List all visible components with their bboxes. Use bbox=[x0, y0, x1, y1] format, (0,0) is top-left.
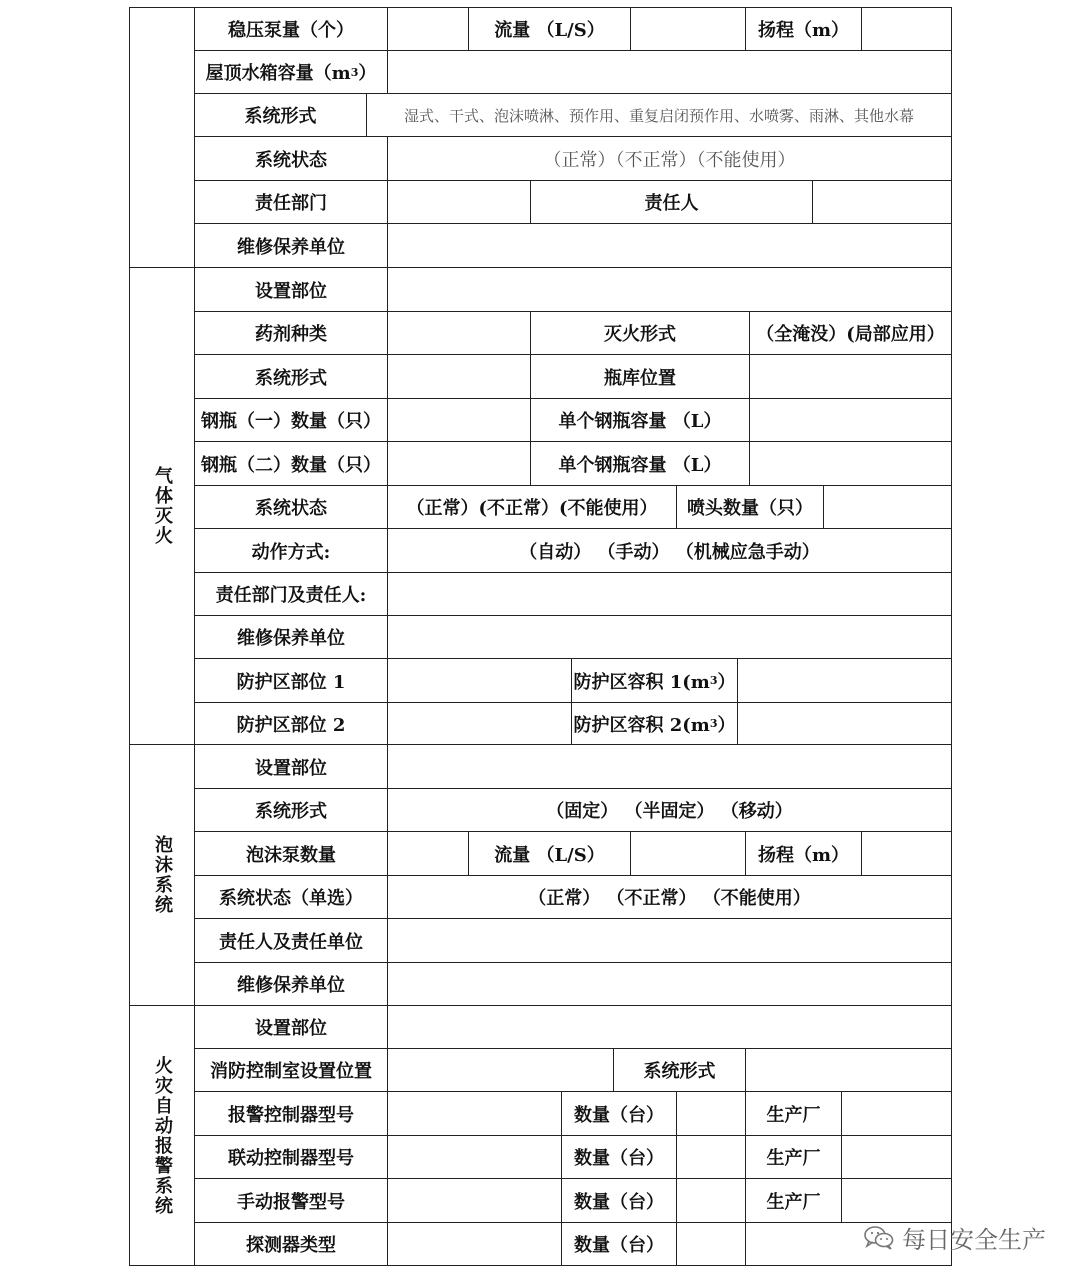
section-gas-label: 气体灭火 bbox=[129, 267, 195, 745]
gas-system-type-label: 系统形式 bbox=[194, 354, 388, 399]
responsible-dept-value[interactable] bbox=[387, 180, 531, 224]
zone2-label: 防护区部位 2 bbox=[194, 702, 388, 745]
detector-quantity-label: 数量（台） bbox=[561, 1222, 677, 1266]
responsible-person-value[interactable] bbox=[812, 180, 952, 224]
alarm-controller-quantity-label: 数量（台） bbox=[561, 1091, 677, 1136]
linkage-controller-model-value[interactable] bbox=[387, 1135, 562, 1179]
manual-alarm-model-value[interactable] bbox=[387, 1178, 562, 1223]
gas-maintenance-value[interactable] bbox=[387, 615, 952, 659]
alarm-controller-model-value[interactable] bbox=[387, 1091, 562, 1136]
manual-alarm-model-label: 手动报警型号 bbox=[194, 1178, 388, 1223]
section-water-label-cell bbox=[129, 7, 195, 268]
extinguish-mode-label: 灭火形式 bbox=[530, 311, 750, 355]
system-type-options[interactable]: 湿式、干式、泡沫喷淋、预作用、重复启闭预作用、水喷雾、雨淋、其他水幕 bbox=[366, 93, 952, 137]
manual-alarm-manufacturer-label: 生产厂 bbox=[745, 1178, 842, 1223]
linkage-controller-model-label: 联动控制器型号 bbox=[194, 1135, 388, 1179]
dept-person-label: 责任部门及责任人: bbox=[194, 572, 388, 616]
tank-capacity-label: 屋顶水箱容量（m 3 ） bbox=[194, 50, 388, 94]
cylinder2-capacity-label: 单个钢瓶容量 （L） bbox=[530, 441, 750, 486]
tank-capacity-value[interactable] bbox=[387, 50, 952, 94]
flow-value[interactable] bbox=[630, 7, 746, 51]
foam-flow-value[interactable] bbox=[630, 831, 746, 876]
zone1-value[interactable] bbox=[387, 658, 572, 703]
linkage-controller-manufacturer-value[interactable] bbox=[841, 1135, 952, 1179]
foam-person-unit-label: 责任人及责任单位 bbox=[194, 918, 388, 963]
alarm-location-value[interactable] bbox=[387, 1005, 952, 1049]
control-room-value[interactable] bbox=[387, 1048, 614, 1092]
foam-location-value[interactable] bbox=[387, 744, 952, 789]
manual-alarm-quantity-label: 数量（台） bbox=[561, 1178, 677, 1223]
cylinder1-count-value[interactable] bbox=[387, 398, 531, 442]
bottle-room-label: 瓶库位置 bbox=[530, 354, 750, 399]
linkage-controller-manufacturer-label: 生产厂 bbox=[745, 1135, 842, 1179]
pump-count-value[interactable] bbox=[387, 7, 469, 51]
gas-status-options[interactable]: （正常）(不正常）(不能使用） bbox=[387, 485, 677, 529]
zone2-value[interactable] bbox=[387, 702, 572, 745]
foam-head-value[interactable] bbox=[861, 831, 952, 876]
extinguish-mode-options[interactable]: （全淹没）(局部应用） bbox=[749, 311, 952, 355]
watermark bbox=[864, 1220, 1046, 1255]
dept-person-value[interactable] bbox=[387, 572, 952, 616]
alarm-location-label: 设置部位 bbox=[194, 1005, 388, 1049]
system-type-label: 系统形式 bbox=[194, 93, 367, 137]
foam-pump-count-value[interactable] bbox=[387, 831, 469, 876]
gas-location-label: 设置部位 bbox=[194, 267, 388, 312]
watermark-text: 每日安全生产 bbox=[902, 1226, 1046, 1254]
manual-alarm-manufacturer-value[interactable] bbox=[841, 1178, 952, 1223]
zone2-volume-value[interactable] bbox=[737, 702, 952, 745]
action-mode-label: 动作方式: bbox=[194, 528, 388, 573]
zone1-label: 防护区部位 1 bbox=[194, 658, 388, 703]
agent-type-label: 药剂种类 bbox=[194, 311, 388, 355]
alarm-system-type-value[interactable] bbox=[745, 1048, 952, 1092]
foam-system-type-options[interactable]: （固定） （半固定） （移动） bbox=[387, 788, 952, 832]
foam-location-label: 设置部位 bbox=[194, 744, 388, 789]
system-status-label: 系统状态 bbox=[194, 136, 388, 181]
cylinder1-capacity-value[interactable] bbox=[749, 398, 952, 442]
cylinder1-count-label: 钢瓶（一）数量（只） bbox=[194, 398, 388, 442]
maintenance-value[interactable] bbox=[387, 223, 952, 268]
alarm-controller-manufacturer-label: 生产厂 bbox=[745, 1091, 842, 1136]
control-room-label: 消防控制室设置位置 bbox=[194, 1048, 388, 1092]
manual-alarm-quantity-value[interactable] bbox=[676, 1178, 746, 1223]
system-status-options[interactable]: （正常）（不正常）（不能使用） bbox=[387, 136, 952, 181]
responsible-person-label: 责任人 bbox=[530, 180, 813, 224]
zone1-volume-value[interactable] bbox=[737, 658, 952, 703]
maintenance-label: 维修保养单位 bbox=[194, 223, 388, 268]
alarm-controller-quantity-value[interactable] bbox=[676, 1091, 746, 1136]
zone1-volume-label: 防护区容积 1(m 3 ） bbox=[571, 658, 738, 703]
gas-system-type-value[interactable] bbox=[387, 354, 531, 399]
foam-flow-label: 流量 （L/S） bbox=[468, 831, 631, 876]
gas-maintenance-label: 维修保养单位 bbox=[194, 615, 388, 659]
zone2-volume-label: 防护区容积 2(m 3 ） bbox=[571, 702, 738, 745]
responsible-dept-label: 责任部门 bbox=[194, 180, 388, 224]
alarm-system-type-label: 系统形式 bbox=[613, 1048, 746, 1092]
foam-status-options[interactable]: （正常） （不正常） （不能使用） bbox=[387, 875, 952, 919]
cylinder2-capacity-value[interactable] bbox=[749, 441, 952, 486]
detector-type-value[interactable] bbox=[387, 1222, 562, 1266]
detector-type-label: 探测器类型 bbox=[194, 1222, 388, 1266]
alarm-controller-manufacturer-value[interactable] bbox=[841, 1091, 952, 1136]
cylinder1-capacity-label: 单个钢瓶容量 （L） bbox=[530, 398, 750, 442]
section-alarm-label: 火灾自动报警系统 bbox=[129, 1005, 195, 1266]
foam-system-type-label: 系统形式 bbox=[194, 788, 388, 832]
foam-maintenance-value[interactable] bbox=[387, 962, 952, 1006]
flow-label: 流量 （L/S） bbox=[468, 7, 631, 51]
cylinder2-count-value[interactable] bbox=[387, 441, 531, 486]
head-value[interactable] bbox=[861, 7, 952, 51]
head-label: 扬程（m） bbox=[745, 7, 862, 51]
gas-location-value[interactable] bbox=[387, 267, 952, 312]
detector-quantity-value[interactable] bbox=[676, 1222, 746, 1266]
foam-status-label: 系统状态（单选） bbox=[194, 875, 388, 919]
action-mode-options[interactable]: （自动） （手动） （机械应急手动） bbox=[387, 528, 952, 573]
linkage-controller-quantity-label: 数量（台） bbox=[561, 1135, 677, 1179]
nozzle-count-label: 喷头数量（只） bbox=[676, 485, 824, 529]
alarm-controller-model-label: 报警控制器型号 bbox=[194, 1091, 388, 1136]
wechat-icon bbox=[864, 1225, 894, 1251]
foam-head-label: 扬程（m） bbox=[745, 831, 862, 876]
pump-count-label: 稳压泵量（个） bbox=[194, 7, 388, 51]
foam-person-unit-value[interactable] bbox=[387, 918, 952, 963]
cylinder2-count-label: 钢瓶（二）数量（只） bbox=[194, 441, 388, 486]
nozzle-count-value[interactable] bbox=[823, 485, 952, 529]
foam-maintenance-label: 维修保养单位 bbox=[194, 962, 388, 1006]
linkage-controller-quantity-value[interactable] bbox=[676, 1135, 746, 1179]
section-foam-label: 泡沫系统 bbox=[129, 744, 195, 1006]
gas-status-label: 系统状态 bbox=[194, 485, 388, 529]
agent-type-value[interactable] bbox=[387, 311, 531, 355]
foam-pump-count-label: 泡沫泵数量 bbox=[194, 831, 388, 876]
bottle-room-value[interactable] bbox=[749, 354, 952, 399]
